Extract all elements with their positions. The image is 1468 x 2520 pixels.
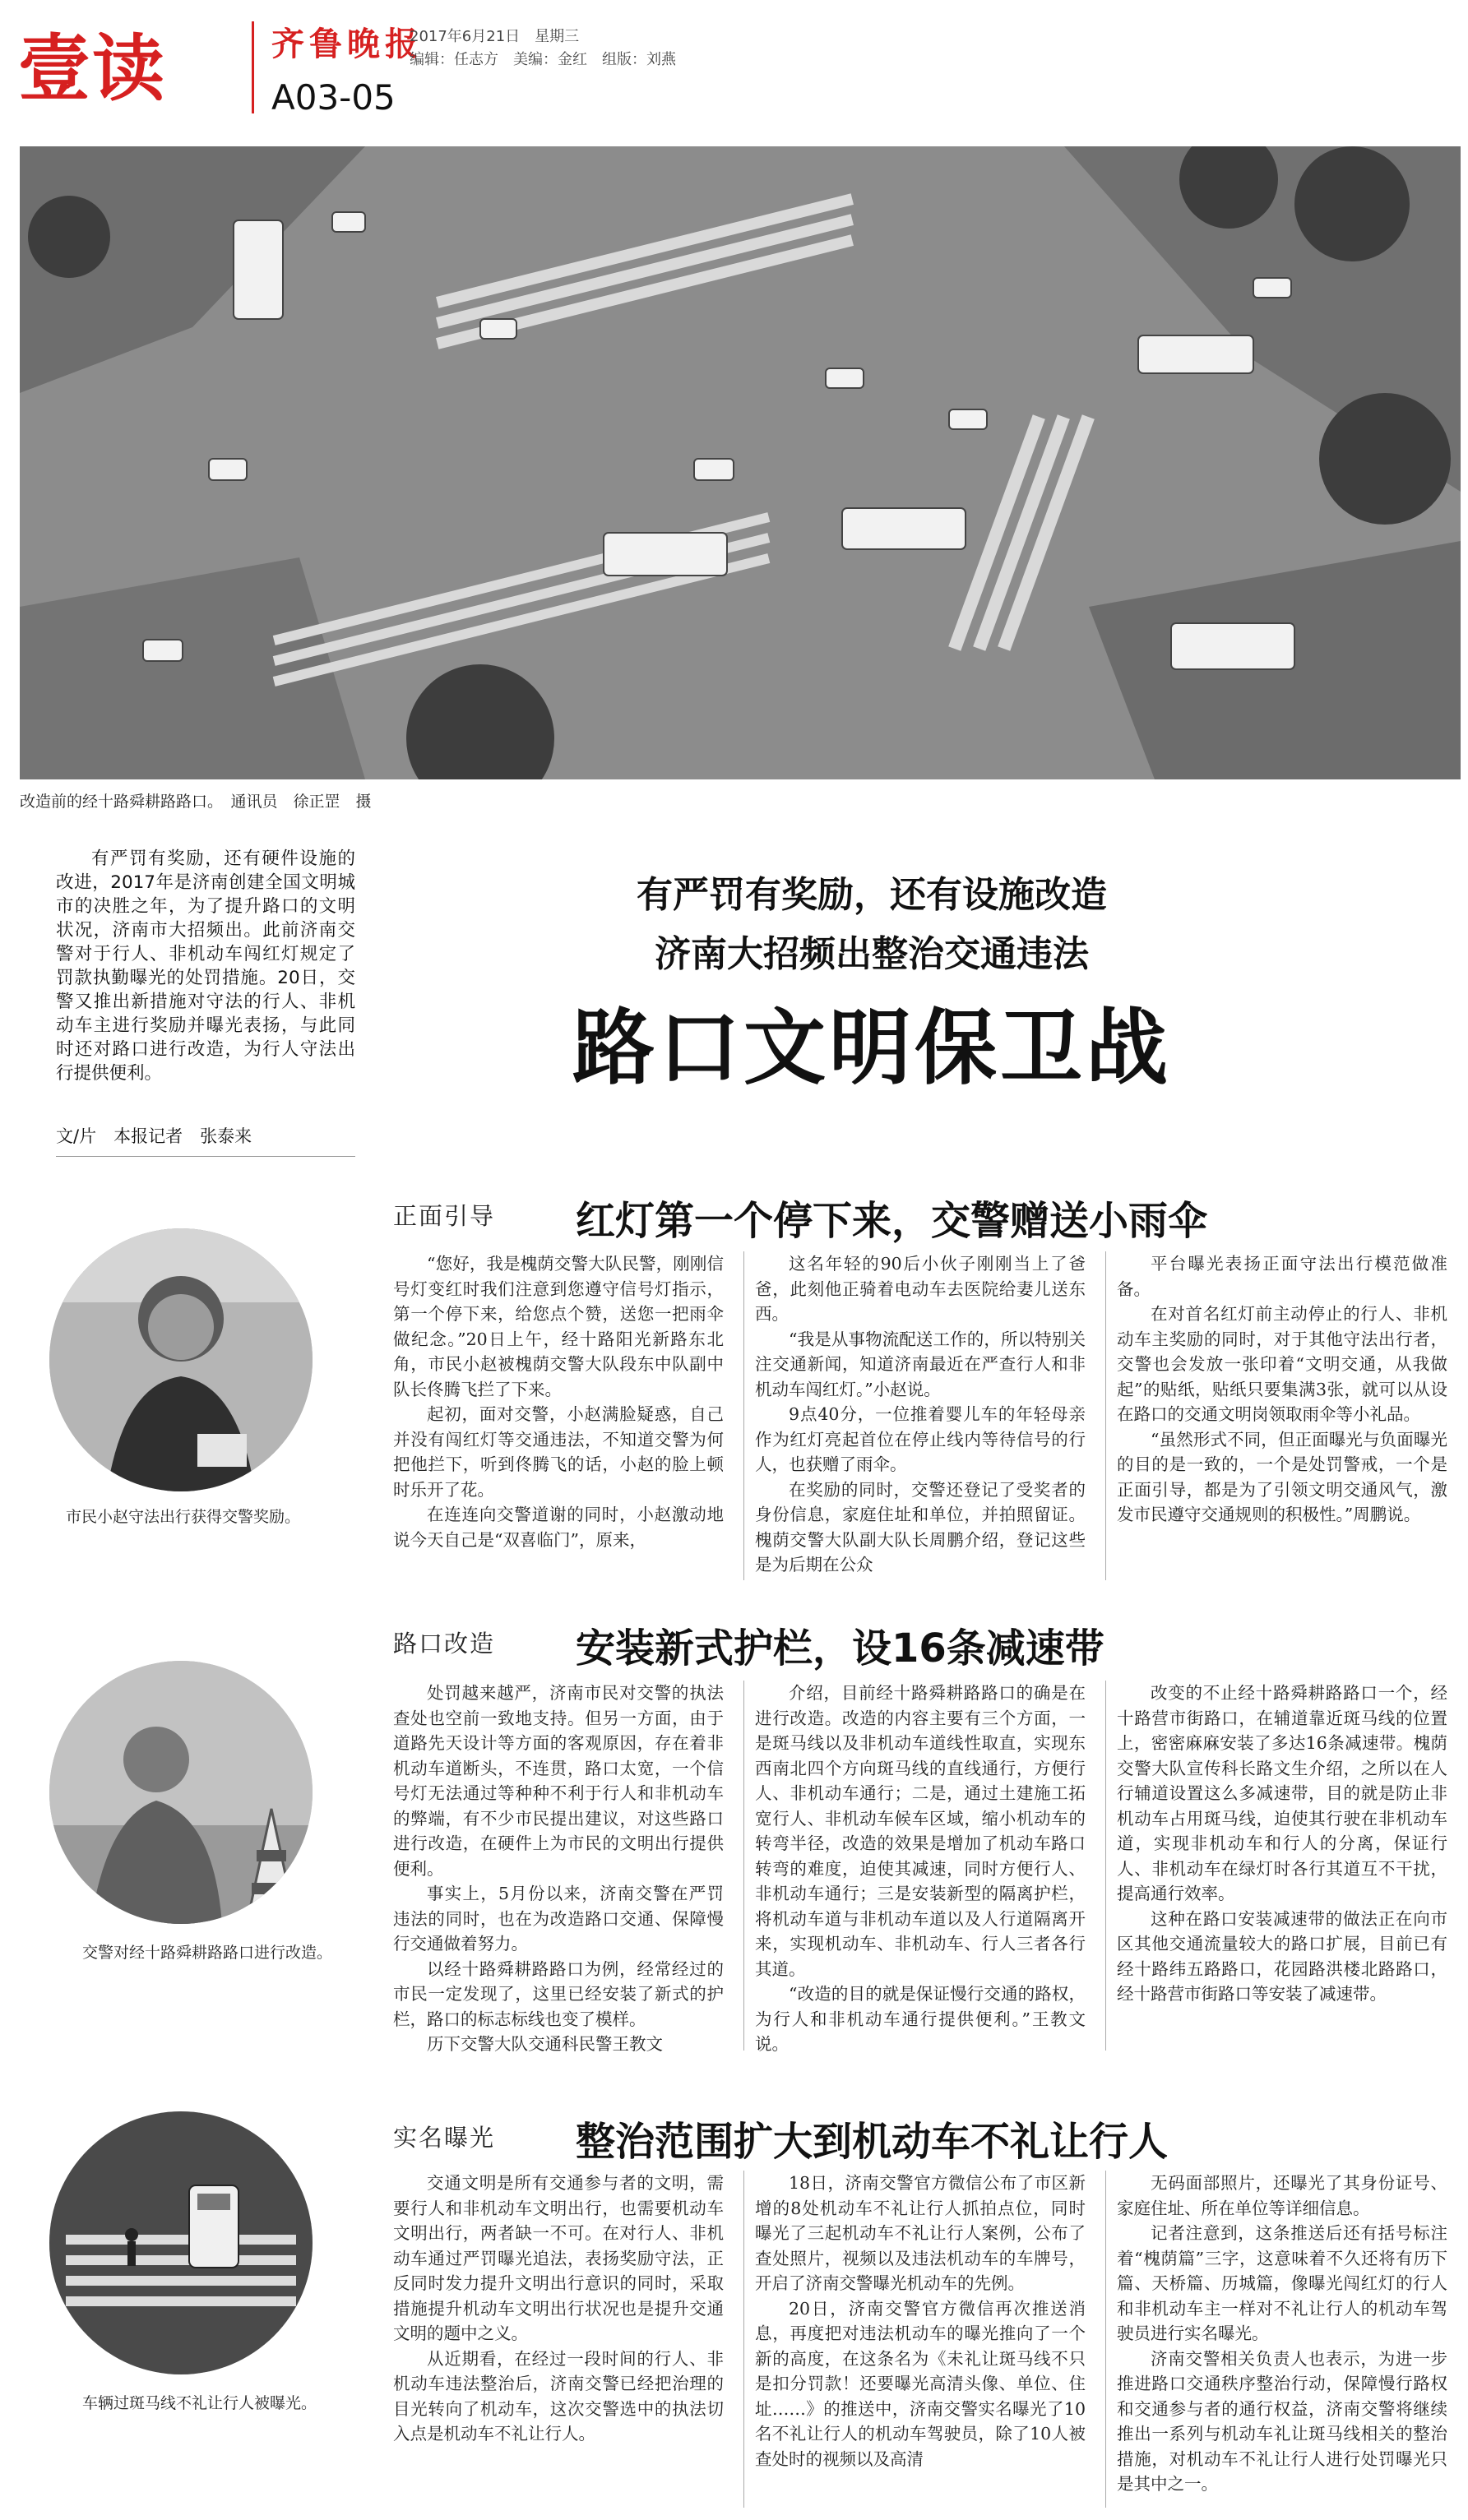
section-2-title: 安装新式护栏，设16条减速带 xyxy=(576,1625,1104,1672)
column-divider xyxy=(743,1251,744,1580)
paper-logo: 齐鲁晚报 xyxy=(271,25,423,63)
section-1-label: 正面引导 xyxy=(393,1202,496,1230)
paragraph: 交通文明是所有交通参与者的文明，需要行人和非机动车文明出行，也需要机动车文明出行，两者缺一不可。在对行人、非机动车通过严罚曝光追法，表扬奖励守法，正反同时发力提升文明出行意识的同时，采取措施提升机动车文明出行状况也是提升交通文明的题中之义。 xyxy=(393,2173,724,2343)
section-3-column-1 xyxy=(393,2171,724,2447)
editor-credits: 编辑：任志方 美编：金红 组版：刘燕 xyxy=(410,51,676,68)
section-1-caption: 市民小赵守法出行获得交警奖励。 xyxy=(66,1508,301,1526)
photo-caption: 改造前的经十路舜耕路路口。 通讯员 徐正罡 摄 xyxy=(20,793,372,811)
section-2-photo xyxy=(49,1661,313,1924)
paragraph: 事实上，5月份以来，济南交警在严罚违法的同时，也在为改造路口交通、保障慢行交通做着努力。 xyxy=(393,1884,724,1954)
paragraph: “我是从事物流配送工作的，所以特别关注交通新闻，知道济南最近在严查行人和非机动车闯红灯。”小赵说。 xyxy=(755,1329,1086,1399)
section-3-photo xyxy=(49,2111,313,2374)
column-divider xyxy=(1105,1681,1106,2051)
paragraph: “您好，我是槐荫交警大队民警，刚刚信号灯变红时我们注意到您遵守信号灯指示，第一个停下来，给您点个赞，送您一把雨伞做纪念。”20日上午，经十路阳光新路东北角，市民小赵被槐荫交警大队段东中队副中队长佟腾飞拦了下来。 xyxy=(393,1254,724,1399)
section-3-column-2 xyxy=(755,2171,1086,2471)
paragraph: 济南交警相关负责人也表示，为进一步推进路口交通秩序整治行动，保障慢行路权和交通参与者的通行权益，济南交警将继续推出一系列与机动车礼让斑马线相关的整治措施，对机动车不礼让行人进行处罚曝光只是其中之一。 xyxy=(1117,2348,1447,2494)
section-3-label: 实名曝光 xyxy=(393,2124,496,2152)
intersection-aerial-photo xyxy=(20,146,1461,779)
paragraph: 平台曝光表扬正面守法出行模范做准备。 xyxy=(1117,1254,1447,1299)
paragraph: 18日，济南交警官方微信公布了市区新增的8处机动车不礼让行人抓拍点位，同时曝光了三起机动车不礼让行人案例，公布了查处照片，视频以及违法机动车的车牌号，开启了济南交警曝光机动车的先例。 xyxy=(755,2173,1086,2293)
paragraph: 在连连向交警道谢的同时，小赵激动地说今天自己是“双喜临门”，原来， xyxy=(393,1505,724,1550)
section-1-column-3 xyxy=(1117,1251,1447,1528)
paragraph: 9点40分，一位推着婴儿车的年轻母亲作为红灯亮起首位在停止线内等待信号的行人，也获赠了雨伞。 xyxy=(755,1404,1086,1474)
paragraph: “改造的目的就是保证慢行交通的路权，为行人和非机动车通行提供便利。”王教文说。 xyxy=(755,1984,1086,2054)
section-title: 壹读 xyxy=(18,26,167,111)
headline-deck-2: 济南大招频出整治交通违法 xyxy=(655,933,1089,975)
paragraph: 起初，面对交警，小赵满脸疑惑，自己并没有闯红灯等交通违法，不知道交警为何把他拦下，听到佟腾飞的话，小赵的脸上顿时乐开了花。 xyxy=(393,1404,724,1500)
column-divider xyxy=(743,1681,744,2051)
paragraph: 20日，济南交警官方微信再次推送消息，再度把对违法机动车的曝光推向了一个新的高度，在这条名为《未礼让斑马线不只是扣分罚款！还要曝光高清头像、单位、住址……》的推送中，济南交警实名曝光了10名不礼让行人的机动车驾驶员，除了10人被查处时的视频以及高清 xyxy=(755,2298,1086,2469)
section-1-title: 红灯第一个停下来，交警赠送小雨伞 xyxy=(576,1198,1208,1244)
section-2-caption: 交警对经十路舜耕路路口进行改造。 xyxy=(82,1944,333,1962)
paragraph: 处罚越来越严，济南市民对交警的执法查处也空前一致地支持。但另一方面，由于道路先天设计等方面的客观原因，存在着非机动车道断头，不连贯，路口太宽，一个信号灯无法通过等种种不利于行人和非机动车的弊端，有不少市民提出建议，对这些路口进行改造，在硬件上为市民的文明出行提供便利。 xyxy=(393,1683,724,1879)
paragraph: “虽然形式不同，但正面曝光与负面曝光的目的是一致的，一个是处罚警戒，一个是正面引导，都是为了引领文明交通风气，激发市民遵守交通规则的积极性。”周鹏说。 xyxy=(1117,1429,1447,1524)
paragraph: 介绍，目前经十路舜耕路路口的确是在进行改造。改造的内容主要有三个方面，一是斑马线以及非机动车道线性取直，实现东西南北四个方向斑马线的直线通行，方便行人、非机动车通行；二是，通过土建施工拓宽行人、非机动车候车区域，缩小机动车的转弯半径，改造的效果是增加了机动车路口转弯的难度，迫使其减速，同时方便行人、非机动车通行；三是安装新型的隔离护栏，将机动车道与非机动车道以及人行道隔离开来，实现机动车、非机动车、行人三者各行其道。 xyxy=(755,1683,1086,1979)
headline-deck-1: 有严罚有奖励，还有设施改造 xyxy=(637,874,1107,916)
section-3-column-3 xyxy=(1117,2171,1447,2497)
paragraph: 记者注意到，这条推送后还有括号标注着“槐荫篇”三字，这意味着不久还将有历下篇、天桥篇、历城篇，像曝光闯红灯的行人和非机动车主一样对不礼让行人的机动车驾驶员进行实名曝光。 xyxy=(1117,2223,1447,2343)
column-divider xyxy=(1105,2171,1106,2508)
section-2-column-2 xyxy=(755,1681,1086,2057)
paragraph: 在奖励的同时，交警还登记了受奖者的身份信息，家庭住址和单位，并拍照留证。槐荫交警大队副大队长周鹏介绍，登记这些是为后期在公众 xyxy=(755,1479,1086,1574)
lead-paragraph: 有严罚有奖励，还有硬件设施的改进，2017年是济南创建全国文明城市的决胜之年，为了提升路口的文明状况，济南市大招频出。此前济南交警对于行人、非机动车闯红灯规定了罚款执勤曝光的处罚措施。20日，交警又推出新措施对守法的行人、非机动车主进行奖励并曝光表扬，与此同时还对路口进行改造，为行人守法出行提供便利。 xyxy=(56,848,355,1084)
issue-date: 2017年6月21日 星期三 xyxy=(410,28,580,45)
byline: 文/片 本报记者 张泰来 xyxy=(56,1126,252,1146)
section-1-column-2 xyxy=(755,1251,1086,1578)
paragraph: 以经十路舜耕路路口为例，经常经过的市民一定发现了，这里已经安装了新式的护栏，路口的标志标线也变了模样。 xyxy=(393,1958,724,2029)
paragraph: 这名年轻的90后小伙子刚刚当上了爸爸，此刻他正骑着电动车去医院给妻儿送东西。 xyxy=(755,1254,1086,1324)
section-2-column-1 xyxy=(393,1681,724,2057)
column-divider xyxy=(743,2171,744,2508)
paragraph: 无码面部照片，还曝光了其身份证号、家庭住址、所在单位等详细信息。 xyxy=(1117,2173,1447,2218)
masthead-divider xyxy=(252,21,254,113)
paragraph: 改变的不止经十路舜耕路路口一个，经十路营市街路口，在辅道靠近斑马线的位置上，密密麻麻安装了多达16条减速带。槐荫交警大队宣传科长路文生介绍，之所以在人行辅道设置这么多减速带，目的就是防止非机动车占用斑马线，迫使其行驶在非机动车道，实现非机动车和行人的分离，保证行人、非机动车在绿灯时各行其道互不干扰，提高通行效率。 xyxy=(1117,1683,1447,1903)
section-3-title: 整治范围扩大到机动车不礼让行人 xyxy=(576,2119,1169,2165)
main-headline: 路口文明保卫战 xyxy=(572,1000,1171,1096)
section-1-column-1 xyxy=(393,1251,724,1552)
section-3-caption: 车辆过斑马线不礼让行人被曝光。 xyxy=(82,2394,317,2412)
page-number: A03-05 xyxy=(271,77,396,118)
paragraph: 从近期看，在经过一段时间的行人、非机动车违法整治后，济南交警已经把治理的目光转向了机动车，这次交警选中的执法切入点是机动车不礼让行人。 xyxy=(393,2348,724,2444)
paragraph: 历下交警大队交通科民警王教文 xyxy=(427,2034,663,2054)
section-1-photo xyxy=(49,1228,313,1491)
section-2-column-3 xyxy=(1117,1681,1447,2007)
paragraph: 在对首名红灯前主动停止的行人、非机动车主奖励的同时，对于其他守法出行者，交警也会发放一张印着“文明交通，从我做起”的贴纸，贴纸只要集满3张，就可以从设在路口的交通文明岗领取雨伞等小礼品。 xyxy=(1117,1304,1447,1424)
column-divider xyxy=(1105,1251,1106,1580)
section-2-label: 路口改造 xyxy=(393,1630,496,1658)
lead-divider xyxy=(56,1156,355,1157)
paragraph: 这种在路口安装减速带的做法正在向市区其他交通流量较大的路口扩展，目前已有经十路纬五路路口，花园路洪楼北路路口，经十路营市街路口等安装了减速带。 xyxy=(1117,1908,1447,2004)
